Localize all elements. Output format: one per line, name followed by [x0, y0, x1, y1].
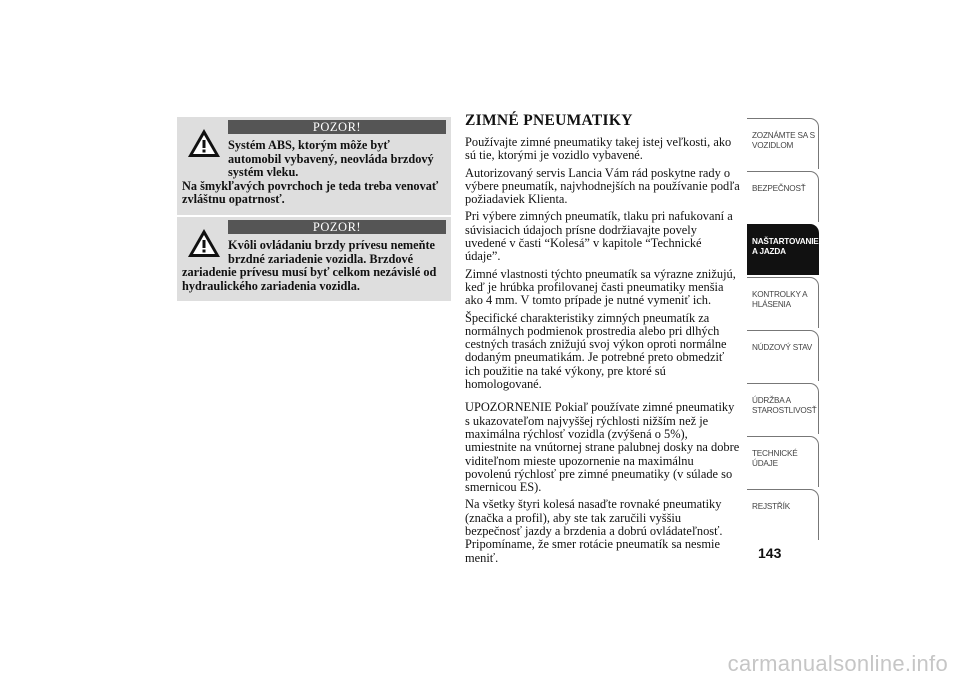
tab-technicke-udaje[interactable]: TECHNICKÉ ÚDAJE [747, 436, 819, 487]
tab-nudzovy-stav[interactable]: NÚDZOVÝ STAV [747, 330, 819, 381]
paragraph: UPOZORNENIE Pokiaľ používate zimné pneumatiky s ukazovateľom najvyššej rýchlosti nižším než je maximálna rýchlosť vozidla (zvýšená o 5%), umiestnite na vnútornej strane palubnej dosky na dobre viditeľnom mieste upozornenie na maximálnu povolenú rýchlosť pre zimné pneumatiky (v súlade so smernicou ES). [465, 400, 740, 495]
paragraph: Používajte zimné pneumatiky takej istej veľkosti, ako sú tie, ktorými je vozidlo vybavené. [465, 135, 732, 163]
chapter-tabs [747, 118, 819, 542]
tab-zoznamte-sa[interactable]: ZOZNÁMTE SA S VOZIDLOM [747, 118, 819, 169]
tab-kontrolky[interactable]: KONTROLKY A HLÁSENIA [747, 277, 819, 328]
tab-nastartovanie[interactable]: NAŠTARTOVANIE A JAZDA [747, 224, 819, 275]
main-content [465, 112, 740, 569]
warning-rest: Na šmykľavých povrchoch je teda treba venovať zvláštnu opatrnosť. [182, 178, 439, 207]
paragraph: Na všetky štyri kolesá nasaďte rovnaké pneumatiky (značka a profil), aby ste tak zaručili vyššiu bezpečnosť jazdy a brzdenia a dobrú ovládateľnosť. Pripomíname, že smer rotácie pneumatík sa nesmie meniť. [465, 497, 723, 565]
tab-rejstrik[interactable]: REJSTŘÍK [747, 489, 819, 540]
warning-box-1 [177, 117, 451, 215]
paragraph: Autorizovaný servis Lancia Vám rád poskytne rady o výbere pneumatík, najvhodnejších na používanie podľa požiadaviek Klienta. [465, 165, 740, 207]
warning-box-2 [177, 217, 451, 301]
paragraph: Špecifické charakteristiky zimných pneumatík za normálnych podmienok prostredia alebo pri dlhých cestných trasách znižujú svoj výkon oproti normálne dodaným pneumatikám. Je potrebné preto obmedziť ich použitie na také výkony, pre ktoré sú homologované. [465, 310, 727, 392]
warning-rest: zariadenie prívesu musí byť celkom nezávislé od hydraulického zariadenia vozidla. [182, 265, 437, 293]
tab-udrzba[interactable]: ÚDRŽBA A STAROSTLIVOSŤ [747, 383, 819, 434]
tab-bezpecnost[interactable]: BEZPEČNOSŤ [747, 171, 819, 222]
warning-triangle-icon [186, 127, 222, 159]
watermark: carmanualsonline.info [727, 651, 948, 676]
warning-triangle-icon [186, 227, 222, 259]
warning-heading: POZOR! [228, 220, 446, 234]
paragraph: Zimné vlastnosti týchto pneumatík sa výrazne znižujú, keď je hrúbka profilovanej časti pneumatiky menšia ako 4 mm. V tomto prípade je nutné vymeniť ich. [465, 266, 736, 308]
page-number: 143 [758, 545, 782, 561]
warning-lead: Kvôli ovládaniu brzdy prívesu nemeňte brzdné zariadenie vozidla. Brzdové [228, 238, 436, 266]
paragraph: Pri výbere zimných pneumatík, tlaku pri nafukovaní a súvisiacich údajoch prísne dodržiavajte povely uvedené v časti “Kolesá” v kapitole “Technické údaje”. [465, 209, 733, 264]
section-title: ZIMNÉ PNEUMATIKY [465, 112, 633, 129]
warning-heading: POZOR! [228, 120, 446, 134]
warning-lead: Systém ABS, ktorým môže byť automobil vybavený, neovláda brzdový systém vleku. [228, 138, 434, 180]
